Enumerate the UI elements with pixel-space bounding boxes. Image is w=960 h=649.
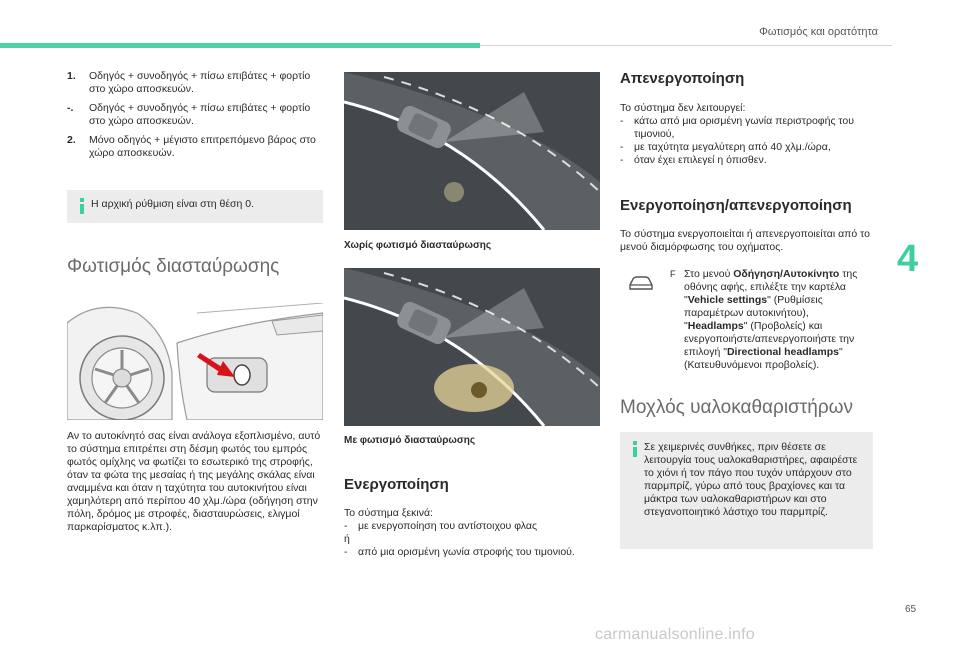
activation-list [344,520,600,559]
watermark: carmanualsonline.info [595,626,755,643]
list-item [67,134,323,160]
list-item: - με ενεργοποίηση του αντίστοιχου φλας [344,520,538,532]
list-item: - όταν έχει επιλεγεί η όπισθεν. [620,154,767,166]
caption-without-cornering: Χωρίς φωτισμό διασταύρωσης [344,240,492,251]
info-icon [630,441,644,519]
info-icon [77,198,91,211]
section-title-on-off: Ενεργοποίηση/απενεργοποίηση [620,197,852,214]
page-number: 65 [905,604,917,615]
item-number: -. [67,102,74,114]
list-item [67,102,323,128]
section-title-activation: Ενεργοποίηση [344,476,449,493]
deactivation-list [620,115,876,167]
info-text: Η αρχική ρύθμιση είναι στη θέση 0. [91,198,255,210]
arrow-icon: F [670,269,676,279]
deactivation-intro: Το σύστημα δεν λειτουργεί: [620,102,746,114]
list-item: - από μια ορισμένη γωνία στροφής του τιμονιού. [344,546,575,558]
header-divider [480,45,892,46]
chapter-number: 4 [897,238,919,280]
menu-instruction-text: Στο μενού Οδήγηση/Αυτοκίνητο της οθόνης αφής, επιλέξτε την καρτέλα "Vehicle settings" (Ρυθμίσεις παραμέτρων αυτοκινήτου), "Headlamps" (Προβολείς) και ενεργοποιήστε/απενεργοποιήστε την επιλογή "Directional headlamps" (Κατευθυνόμενοι προβολείς). [684,268,858,371]
list-item: - κάτω από μια ορισμένη γωνία περιστροφής του τιμονιού, [620,115,855,140]
section-title-cornering-light: Φωτισμός διασταύρωσης [67,256,280,277]
photo-without-cornering-light [344,72,600,230]
item-text: Οδηγός + συνοδηγός + πίσω επιβάτες + φορτίο στο χώρο αποσκευών. [89,70,311,95]
item-text: Οδηγός + συνοδηγός + πίσω επιβάτες + φορτίο στο χώρο αποσκευών. [89,102,311,127]
activation-intro: Το σύστημα ξεκινά: [344,507,433,519]
item-text: Μόνο οδηγός + μέγιστο επιτρεπόμενο βάρος στο χώρο αποσκευών. [89,134,316,159]
fog-lamp-illustration [67,303,323,420]
load-settings-list [67,70,323,160]
column-3 [620,70,876,549]
car-icon [620,268,670,372]
section-title-wiper-stalk: Μοχλός υαλοκαθαριστήρων [620,397,854,418]
column-2 [344,72,600,559]
item-number: 1. [67,70,76,82]
item-number: 2. [67,134,76,146]
info-box-winter [620,432,873,549]
info-text: Σε χειμερινές συνθήκες, πριν θέσετε σε λειτουργία τους υαλοκαθαριστήρες, αφαιρέστε το χιόνι ή τον πάγο που τυχόν υπάρχουν στο παρμπρίζ, γύρω από τους βραχίονες και τα μάκτρα των υαλοκαθαριστήρων και στο στεγανοποιητικό λάστιχο του παρμπρίζ. [644,441,858,518]
header-accent-bar [0,43,480,48]
section-title-deactivation: Απενεργοποίηση [620,70,745,87]
menu-instruction [620,268,876,372]
column-1 [67,70,323,534]
list-item [67,70,323,96]
cornering-light-description: Αν το αυτοκίνητό σας είναι ανάλογα εξοπλισμένο, αυτό το σύστημα επιτρέπει στη δέσμη φωτός του εμπρός φωτός ομίχλης να φωτίζει το εσωτερικό της στροφής, όταν τα φώτα της μεσαίας ή της μεγάλης σκάλας είναι αναμμένα και όταν η ταχύτητα του αυτοκινήτου είναι χαμηλότερη από περίπου 40 χλμ./ώρα (οδήγηση στην πόλη, δρόμος με στροφές, διασταυρώσεις, ελιγμοί παρκαρίσματος κ.λπ.). [67,430,321,533]
list-item: - με ταχύτητα μεγαλύτερη από 40 χλμ./ώρα, [620,141,831,153]
on-off-intro: Το σύστημα ενεργοποιείται ή απενεργοποιείται από το μενού διαμόρφωσης του οχήματος. [620,228,870,253]
info-box-initial-setting [67,190,323,223]
photo-with-cornering-light [344,268,600,426]
page-header-title: Φωτισμός και ορατότητα [759,26,878,38]
list-item: ή [344,533,350,545]
caption-with-cornering: Με φωτισμό διασταύρωσης [344,435,476,446]
